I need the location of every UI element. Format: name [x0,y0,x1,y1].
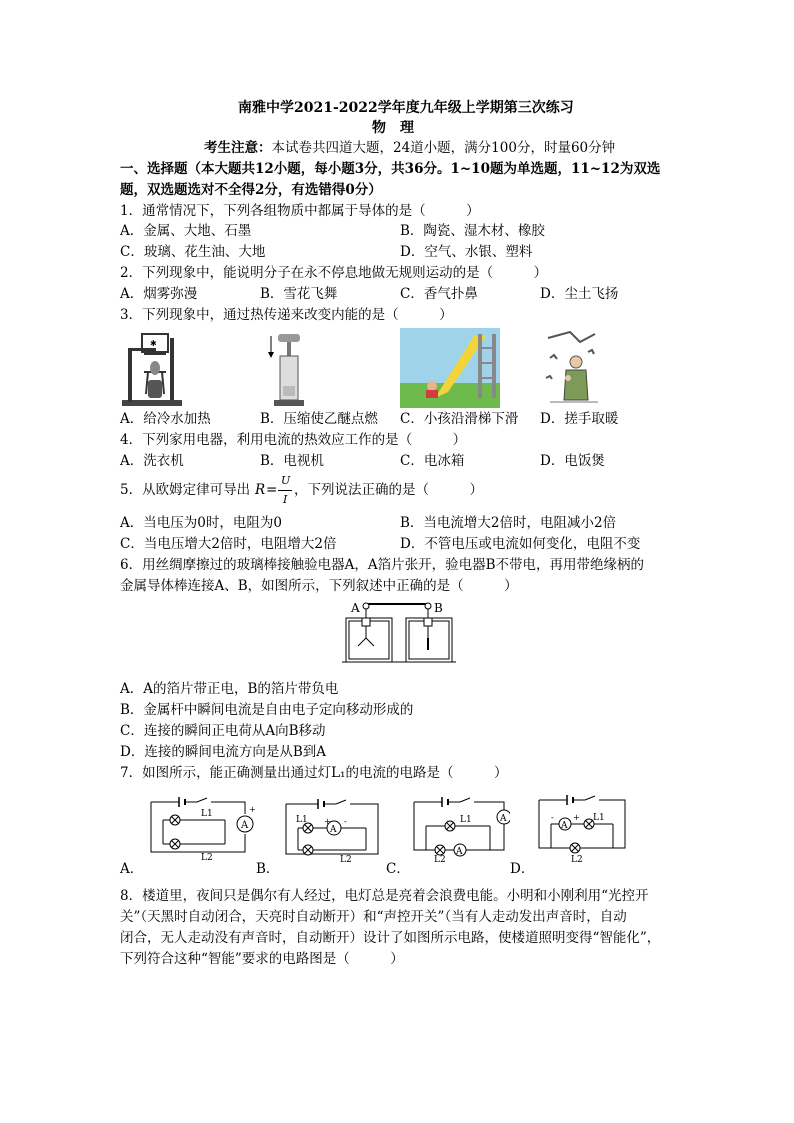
compressed-ether-image [262,330,312,408]
svg-text:✱: ✱ [150,339,157,348]
circuit-d-diagram [535,794,630,864]
circuit-b-diagram [282,798,382,864]
q8-stem-line1: 8．楼道里，夜间只是偶尔有人经过，电灯总是亮着会浪费电能。小明和小刚利用“光控开 [120,888,649,904]
q8-stem-line2: 关”（天黑时自动闭合，天亮时自动断开）和“声控开关”（当有人走动发出声音时，自动 [120,909,627,925]
q2-option-d: D．尘土飞扬 [540,286,619,302]
q7-option-c: C． [386,861,410,877]
q5-option-d: D．不管电压或电流如何变化，电阻不变 [400,536,641,552]
q6-stem-line1: 6．用丝绸摩擦过的玻璃棒接触验电器A，A箔片张开，验电器B不带电，再用带绝缘柄的 [120,557,645,573]
q5-option-b: B．当电流增大2倍时，电阻减小2倍 [400,515,617,531]
q5-option-c: C．当电压增大2倍时，电阻增大2倍 [120,536,337,552]
q5-stem-pre: 5．从欧姆定律可导出 [120,482,251,498]
svg-text:-: - [344,817,347,826]
q1-option-d: D．空气、水银、塑料 [400,244,533,260]
q6-option-a: A．A的箔片带正电，B的箔片带负电 [120,681,339,697]
slide-image [400,328,500,408]
q8-stem-line4: 下列符合这种“智能”要求的电路图是（ ） [120,951,404,967]
q6-option-b: B．金属杆中瞬间电流是自由电子定向移动形成的 [120,702,414,718]
q3-option-b: B．压缩使乙醚点燃 [260,411,378,427]
circuit-a-meter: A [241,820,249,831]
svg-text:L1: L1 [460,815,472,825]
q7-option-a: A． [120,861,144,877]
svg-text:L1: L1 [296,815,308,825]
q2-option-b: B．雪花飞舞 [260,286,338,302]
electroscope-label-b: B [434,601,443,615]
circuit-c-diagram [410,796,510,864]
q2-stem: 2．下列现象中，能说明分子在永不停息地做无规则运动的是（ ） [120,265,548,281]
q4-option-d: D．电饭煲 [540,453,605,469]
q5-formula-eq: = [266,482,278,498]
circuit-c-meter-2: A [456,847,463,857]
q5-option-a: A．当电压为0时，电阻为0 [120,515,282,531]
q6-option-d: D．连接的瞬间电流方向是从B到A [120,744,326,760]
q2-option-a: A．烟雾弥漫 [120,286,198,302]
q6-stem-line2: 金属导体棒连接A、B，如图所示，下列叙述中正确的是（ ） [120,578,518,594]
section-heading-line2: 题，双选题选对不全得2分，有选错得0分） [120,182,382,198]
q1-stem: 1．通常情况下，下列各组物质中都属于导体的是（ ） [120,203,480,219]
electroscope-label-a: A [351,601,360,615]
q5-formula-numerator: U [281,474,291,487]
circuit-c-meter-1: A [500,814,507,824]
electroscope-figure [336,598,466,670]
svg-text:L2: L2 [340,855,352,864]
svg-text:L2: L2 [571,855,583,864]
q2-option-c: C．香气扑鼻 [400,286,478,302]
q3-stem: 3．下列现象中，通过热传递来改变内能的是（ ） [120,307,453,323]
svg-text:L1: L1 [593,813,605,823]
q3-option-a: A．给冷水加热 [120,411,211,427]
svg-text:+: + [324,817,331,826]
q6-option-c: C．连接的瞬间正电荷从A向B移动 [120,723,326,739]
svg-text:+: + [249,805,256,814]
q4-option-b: B．电视机 [260,453,324,469]
q5-formula-r: R [255,482,266,498]
rubbing-hands-image [540,328,602,408]
notice-text: 本试卷共四道大题，24道小题，满分100分，时量60分钟 [271,140,616,156]
svg-text:+: + [573,813,580,822]
svg-text:-: - [551,813,554,822]
q1-option-a: A．金属、大地、石墨 [120,223,252,239]
q4-stem: 4．下列家用电器，利用电流的热效应工作的是（ ） [120,432,467,448]
circuit-b-meter: A [330,825,337,835]
exam-title: 南雅中学2021-2022学年度九年级上学期第三次练习 [238,100,574,116]
svg-text:L1: L1 [201,809,213,819]
q3-option-d: D．搓手取暖 [540,411,619,427]
heating-water-image [120,328,184,408]
subject-title: 物 理 [372,120,414,136]
svg-text:L2: L2 [434,855,446,864]
circuit-a-diagram [145,794,260,864]
q5-formula-denominator: I [283,493,288,506]
section-heading-line1: 一、选择题（本大题共12小题，每小题3分，共36分。1~10题为单选题，11~12为双选 [120,161,661,177]
q4-option-c: C．电冰箱 [400,453,465,469]
q7-option-d: D． [510,861,535,877]
notice-label: 考生注意： [204,140,272,156]
q3-option-c: C．小孩沿滑梯下滑 [400,411,519,427]
notice [204,139,615,157]
circuit-d-meter: A [561,821,568,831]
q1-option-b: B．陶瓷、湿木材、橡胶 [400,223,545,239]
q7-option-b: B． [256,861,280,877]
svg-text:L2: L2 [201,853,213,863]
q7-stem: 7．如图所示，能正确测量出通过灯L₁的电流的电路是（ ） [120,765,508,781]
q4-option-a: A．洗衣机 [120,453,184,469]
q1-option-c: C．玻璃、花生油、大地 [120,244,266,260]
q8-stem-line3: 闭合，无人走动没有声音时，自动断开）设计了如图所示电路，使楼道照明变得“智能化”， [120,930,661,946]
q5-stem-post: ，下列说法正确的是（ ） [294,482,483,498]
